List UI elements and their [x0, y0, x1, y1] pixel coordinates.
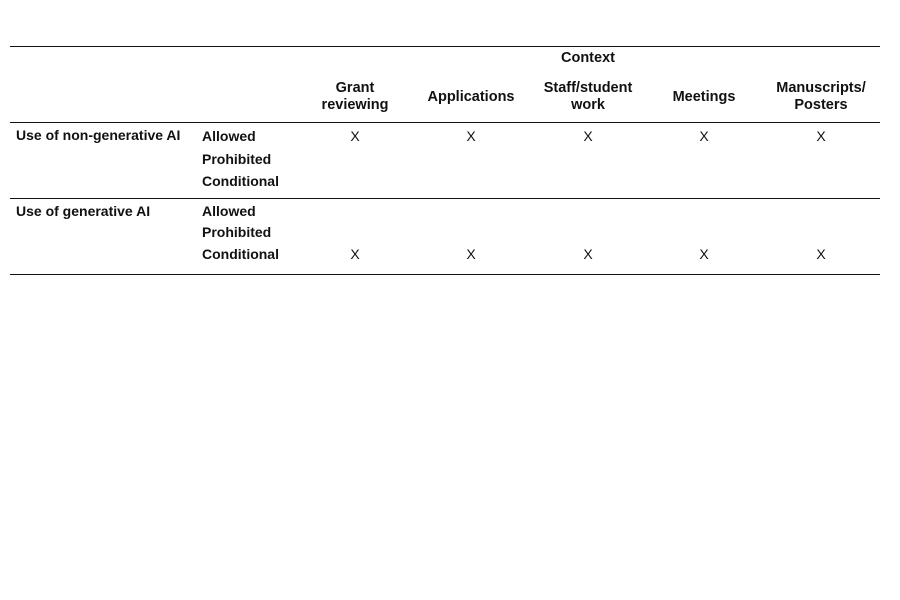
row-status-label: Allowed [202, 203, 256, 219]
col-header-line: Posters [794, 97, 848, 113]
cell-mark: X [466, 246, 476, 262]
header-rule [10, 122, 880, 123]
cell-mark: X [816, 128, 826, 144]
cell-mark: X [816, 246, 826, 262]
col-header-manuscripts-posters [761, 80, 881, 114]
cell-mark: X [350, 246, 360, 262]
group-rule [10, 198, 880, 199]
col-header-grant-reviewing [295, 80, 415, 114]
row-status-label: Allowed [202, 128, 256, 144]
cell-mark: X [350, 128, 360, 144]
col-header-applications [411, 80, 531, 106]
row-status-label: Prohibited [202, 151, 272, 167]
top-rule [10, 46, 880, 47]
col-header-line: Grant [335, 80, 375, 96]
col-header-line: Manuscripts/ [776, 80, 866, 96]
cell-mark: X [466, 128, 476, 144]
cell-mark: X [583, 128, 593, 144]
col-header-line: Staff/student [543, 80, 633, 96]
group-label: Use of generative AI [16, 203, 151, 219]
col-header-line: Applications [427, 89, 515, 105]
col-header-line: work [571, 97, 605, 113]
row-status-label: Conditional [202, 246, 279, 262]
cell-mark: X [583, 246, 593, 262]
row-status-label: Prohibited [202, 224, 272, 240]
bottom-rule [10, 274, 880, 275]
col-header-meetings [644, 80, 764, 106]
row-status-label: Conditional [202, 173, 279, 189]
context-header: Context [561, 50, 615, 66]
cell-mark: X [699, 128, 709, 144]
group-label: Use of non-generative AI [16, 127, 181, 143]
col-header-line: Meetings [672, 89, 736, 105]
col-header-staff-student-work [528, 80, 648, 114]
col-header-line: reviewing [321, 97, 389, 113]
cell-mark: X [699, 246, 709, 262]
